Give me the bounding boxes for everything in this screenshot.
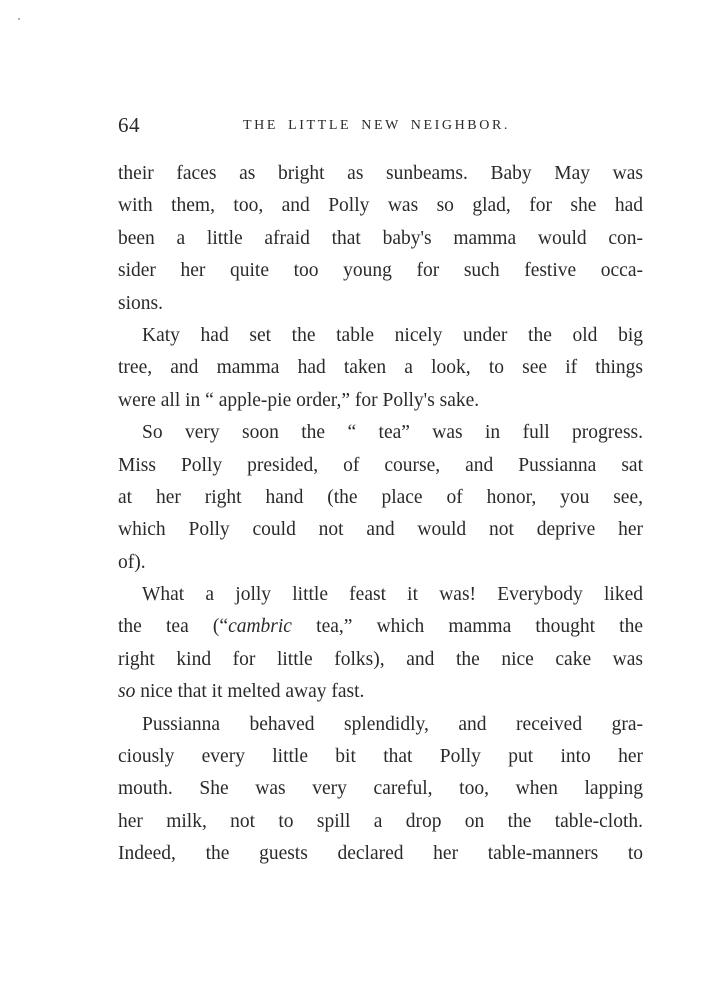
text-line xyxy=(118,611,643,643)
text-line: were all in “ apple-pie order,” for Polly's sake. xyxy=(118,389,480,411)
paragraph-4 xyxy=(118,579,643,709)
italic-word: cambric xyxy=(228,616,292,638)
page-header xyxy=(118,113,643,143)
text-line: mouth. She was very careful, too, when lapping xyxy=(118,778,643,800)
text-line: Katy had set the table nicely under the old big xyxy=(142,324,643,346)
body-text xyxy=(118,158,643,871)
text-line: tree, and mamma had taken a look, to see if things xyxy=(118,357,643,379)
text-line: What a jolly little feast it was! Everybody liked xyxy=(142,584,643,606)
text-line: been a little afraid that baby's mamma would con- xyxy=(118,227,643,249)
text-line: her milk, not to spill a drop on the table-cloth. xyxy=(118,810,643,832)
text-line: Miss Polly presided, of course, and Pussianna sat xyxy=(118,454,643,476)
paragraph-5 xyxy=(118,709,643,871)
text-line: their faces as bright as sunbeams. Baby May was xyxy=(118,163,643,184)
text-line xyxy=(118,676,643,708)
text-line: of). xyxy=(118,551,146,573)
text-line: Indeed, the guests declared her table-manners to xyxy=(118,843,643,865)
paragraph-3 xyxy=(118,417,643,579)
paragraph-1 xyxy=(118,158,643,320)
italic-word: so xyxy=(118,681,136,703)
text-line: right kind for little folks), and the nice cake was xyxy=(118,648,643,670)
text-line: Pussianna behaved splendidly, and received gra- xyxy=(142,713,643,735)
text-line: sions. xyxy=(118,292,163,314)
text-segment: tea,” which mamma thought the xyxy=(291,616,643,638)
text-line: at her right hand (the place of honor, you see, xyxy=(118,486,643,508)
text-line: which Polly could not and would not deprive her xyxy=(118,519,643,541)
text-line: So very soon the “ tea” was in full progress. xyxy=(142,422,643,444)
text-line: ciously every little bit that Polly put into her xyxy=(118,746,643,768)
paragraph-2 xyxy=(118,320,643,417)
page-speck xyxy=(18,18,20,20)
text-segment: the tea (“ xyxy=(118,616,229,638)
text-line: with them, too, and Polly was so glad, for she had xyxy=(118,195,643,217)
text-line: sider her quite too young for such festive occa- xyxy=(118,260,643,282)
running-title: THE LITTLE NEW NEIGHBOR. xyxy=(243,118,510,133)
text-segment: nice that it melted away fast. xyxy=(135,681,365,703)
page-number: 64 xyxy=(118,113,140,137)
